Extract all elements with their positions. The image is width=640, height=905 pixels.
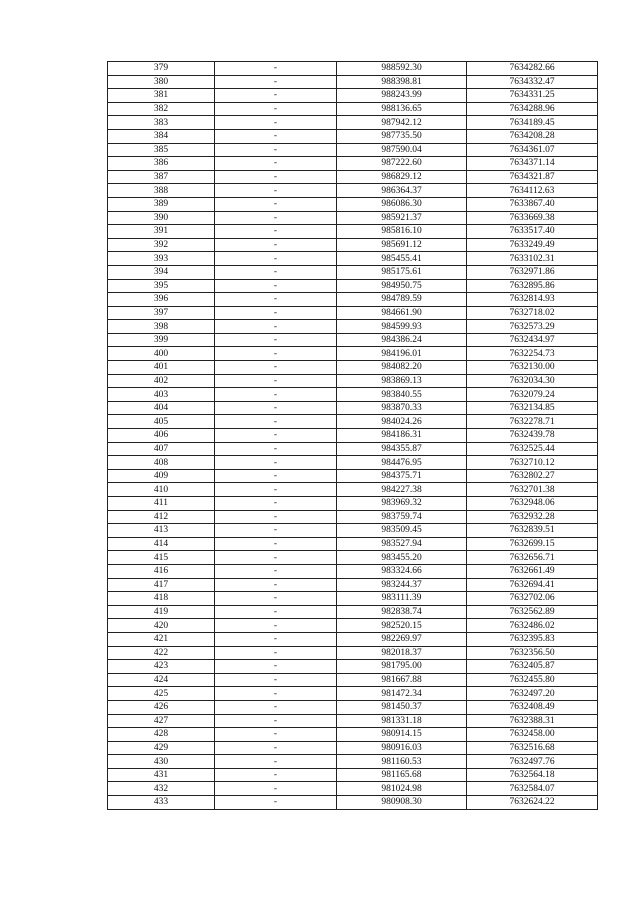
point-number-cell: 393 xyxy=(108,252,215,266)
table-row xyxy=(108,347,598,361)
table-row xyxy=(108,673,598,687)
table-row xyxy=(108,578,598,592)
x-coordinate-cell: 986086.30 xyxy=(337,197,467,211)
table-row xyxy=(108,129,598,143)
separator-cell: - xyxy=(215,361,337,375)
table-row xyxy=(108,184,598,198)
table-row xyxy=(108,551,598,565)
point-number-cell: 392 xyxy=(108,238,215,252)
y-coordinate-cell: 7632079.24 xyxy=(467,388,598,402)
x-coordinate-cell: 980914.15 xyxy=(337,728,467,742)
separator-cell: - xyxy=(215,102,337,116)
point-number-cell: 412 xyxy=(108,510,215,524)
point-number-cell: 413 xyxy=(108,524,215,538)
point-number-cell: 404 xyxy=(108,401,215,415)
y-coordinate-cell: 7632839.51 xyxy=(467,524,598,538)
point-number-cell: 406 xyxy=(108,429,215,443)
y-coordinate-cell: 7634288.96 xyxy=(467,102,598,116)
x-coordinate-cell: 984599.93 xyxy=(337,320,467,334)
point-number-cell: 405 xyxy=(108,415,215,429)
table-row xyxy=(108,388,598,402)
separator-cell: - xyxy=(215,442,337,456)
y-coordinate-cell: 7632486.02 xyxy=(467,619,598,633)
y-coordinate-cell: 7634321.87 xyxy=(467,170,598,184)
table-row xyxy=(108,714,598,728)
x-coordinate-cell: 981667.88 xyxy=(337,673,467,687)
table-row xyxy=(108,333,598,347)
y-coordinate-cell: 7632455.80 xyxy=(467,673,598,687)
point-number-cell: 384 xyxy=(108,129,215,143)
x-coordinate-cell: 985175.61 xyxy=(337,265,467,279)
y-coordinate-cell: 7632932.28 xyxy=(467,510,598,524)
table-row xyxy=(108,157,598,171)
point-number-cell: 383 xyxy=(108,116,215,130)
point-number-cell: 426 xyxy=(108,700,215,714)
table-row xyxy=(108,483,598,497)
x-coordinate-cell: 983509.45 xyxy=(337,524,467,538)
y-coordinate-cell: 7632516.68 xyxy=(467,741,598,755)
table-row xyxy=(108,265,598,279)
table-row xyxy=(108,143,598,157)
point-number-cell: 431 xyxy=(108,768,215,782)
table-row xyxy=(108,197,598,211)
table-row xyxy=(108,279,598,293)
table-row xyxy=(108,75,598,89)
separator-cell: - xyxy=(215,632,337,646)
x-coordinate-cell: 983870.33 xyxy=(337,401,467,415)
table-row xyxy=(108,646,598,660)
separator-cell: - xyxy=(215,537,337,551)
point-number-cell: 386 xyxy=(108,157,215,171)
table-row xyxy=(108,469,598,483)
point-number-cell: 388 xyxy=(108,184,215,198)
separator-cell: - xyxy=(215,673,337,687)
x-coordinate-cell: 988136.65 xyxy=(337,102,467,116)
point-number-cell: 417 xyxy=(108,578,215,592)
separator-cell: - xyxy=(215,429,337,443)
x-coordinate-cell: 983324.66 xyxy=(337,564,467,578)
point-number-cell: 418 xyxy=(108,592,215,606)
point-number-cell: 380 xyxy=(108,75,215,89)
table-row xyxy=(108,415,598,429)
separator-cell: - xyxy=(215,293,337,307)
table-row xyxy=(108,225,598,239)
separator-cell: - xyxy=(215,265,337,279)
x-coordinate-cell: 987735.50 xyxy=(337,129,467,143)
y-coordinate-cell: 7634282.66 xyxy=(467,62,598,76)
x-coordinate-cell: 985455.41 xyxy=(337,252,467,266)
table-row xyxy=(108,320,598,334)
table-row xyxy=(108,361,598,375)
table-row xyxy=(108,306,598,320)
y-coordinate-cell: 7632584.07 xyxy=(467,782,598,796)
point-number-cell: 420 xyxy=(108,619,215,633)
separator-cell: - xyxy=(215,89,337,103)
point-number-cell: 421 xyxy=(108,632,215,646)
separator-cell: - xyxy=(215,333,337,347)
table-row xyxy=(108,510,598,524)
separator-cell: - xyxy=(215,755,337,769)
x-coordinate-cell: 981160.53 xyxy=(337,755,467,769)
separator-cell: - xyxy=(215,510,337,524)
x-coordinate-cell: 987590.04 xyxy=(337,143,467,157)
y-coordinate-cell: 7632439.78 xyxy=(467,429,598,443)
x-coordinate-cell: 982269.97 xyxy=(337,632,467,646)
x-coordinate-cell: 984186.31 xyxy=(337,429,467,443)
separator-cell: - xyxy=(215,252,337,266)
point-number-cell: 419 xyxy=(108,605,215,619)
table-row xyxy=(108,660,598,674)
point-number-cell: 387 xyxy=(108,170,215,184)
table-row xyxy=(108,238,598,252)
y-coordinate-cell: 7632573.29 xyxy=(467,320,598,334)
y-coordinate-cell: 7632388.31 xyxy=(467,714,598,728)
y-coordinate-cell: 7633517.40 xyxy=(467,225,598,239)
table-row xyxy=(108,211,598,225)
point-number-cell: 397 xyxy=(108,306,215,320)
separator-cell: - xyxy=(215,211,337,225)
point-number-cell: 429 xyxy=(108,741,215,755)
point-number-cell: 415 xyxy=(108,551,215,565)
x-coordinate-cell: 983759.74 xyxy=(337,510,467,524)
x-coordinate-cell: 984082.20 xyxy=(337,361,467,375)
y-coordinate-cell: 7632699.15 xyxy=(467,537,598,551)
point-number-cell: 394 xyxy=(108,265,215,279)
x-coordinate-cell: 984386.24 xyxy=(337,333,467,347)
y-coordinate-cell: 7632895.86 xyxy=(467,279,598,293)
point-number-cell: 416 xyxy=(108,564,215,578)
table-row xyxy=(108,741,598,755)
x-coordinate-cell: 988592.30 xyxy=(337,62,467,76)
y-coordinate-cell: 7634208.28 xyxy=(467,129,598,143)
y-coordinate-cell: 7634332.47 xyxy=(467,75,598,89)
table-row xyxy=(108,401,598,415)
table-row xyxy=(108,62,598,76)
separator-cell: - xyxy=(215,728,337,742)
table-row xyxy=(108,700,598,714)
table-row xyxy=(108,497,598,511)
separator-cell: - xyxy=(215,347,337,361)
y-coordinate-cell: 7632130.00 xyxy=(467,361,598,375)
point-number-cell: 400 xyxy=(108,347,215,361)
x-coordinate-cell: 986364.37 xyxy=(337,184,467,198)
x-coordinate-cell: 983840.55 xyxy=(337,388,467,402)
y-coordinate-cell: 7632661.49 xyxy=(467,564,598,578)
table-row xyxy=(108,768,598,782)
point-number-cell: 409 xyxy=(108,469,215,483)
separator-cell: - xyxy=(215,184,337,198)
x-coordinate-cell: 981795.00 xyxy=(337,660,467,674)
y-coordinate-cell: 7632948.06 xyxy=(467,497,598,511)
point-number-cell: 402 xyxy=(108,374,215,388)
point-number-cell: 422 xyxy=(108,646,215,660)
y-coordinate-cell: 7634189.45 xyxy=(467,116,598,130)
separator-cell: - xyxy=(215,279,337,293)
y-coordinate-cell: 7632971.86 xyxy=(467,265,598,279)
separator-cell: - xyxy=(215,456,337,470)
table-row xyxy=(108,456,598,470)
table-row xyxy=(108,605,598,619)
table-row xyxy=(108,442,598,456)
point-number-cell: 430 xyxy=(108,755,215,769)
coordinates-table xyxy=(107,61,598,810)
x-coordinate-cell: 981165.68 xyxy=(337,768,467,782)
point-number-cell: 391 xyxy=(108,225,215,239)
x-coordinate-cell: 984227.38 xyxy=(337,483,467,497)
separator-cell: - xyxy=(215,75,337,89)
x-coordinate-cell: 981450.37 xyxy=(337,700,467,714)
x-coordinate-cell: 985691.12 xyxy=(337,238,467,252)
x-coordinate-cell: 983455.20 xyxy=(337,551,467,565)
y-coordinate-cell: 7634112.63 xyxy=(467,184,598,198)
x-coordinate-cell: 984789.59 xyxy=(337,293,467,307)
y-coordinate-cell: 7632134.85 xyxy=(467,401,598,415)
coordinates-table-body xyxy=(108,62,598,810)
point-number-cell: 411 xyxy=(108,497,215,511)
y-coordinate-cell: 7632405.87 xyxy=(467,660,598,674)
separator-cell: - xyxy=(215,306,337,320)
table-row xyxy=(108,564,598,578)
y-coordinate-cell: 7633669.38 xyxy=(467,211,598,225)
separator-cell: - xyxy=(215,741,337,755)
table-row xyxy=(108,728,598,742)
separator-cell: - xyxy=(215,592,337,606)
separator-cell: - xyxy=(215,483,337,497)
x-coordinate-cell: 988398.81 xyxy=(337,75,467,89)
x-coordinate-cell: 981331.18 xyxy=(337,714,467,728)
point-number-cell: 385 xyxy=(108,143,215,157)
point-number-cell: 425 xyxy=(108,687,215,701)
y-coordinate-cell: 7632434.97 xyxy=(467,333,598,347)
y-coordinate-cell: 7632702.06 xyxy=(467,592,598,606)
separator-cell: - xyxy=(215,551,337,565)
separator-cell: - xyxy=(215,782,337,796)
y-coordinate-cell: 7632497.76 xyxy=(467,755,598,769)
separator-cell: - xyxy=(215,143,337,157)
x-coordinate-cell: 981472.34 xyxy=(337,687,467,701)
separator-cell: - xyxy=(215,197,337,211)
y-coordinate-cell: 7632525.44 xyxy=(467,442,598,456)
point-number-cell: 389 xyxy=(108,197,215,211)
separator-cell: - xyxy=(215,129,337,143)
table-row xyxy=(108,252,598,266)
separator-cell: - xyxy=(215,415,337,429)
point-number-cell: 395 xyxy=(108,279,215,293)
x-coordinate-cell: 980916.03 xyxy=(337,741,467,755)
table-row xyxy=(108,755,598,769)
y-coordinate-cell: 7633867.40 xyxy=(467,197,598,211)
y-coordinate-cell: 7632802.27 xyxy=(467,469,598,483)
x-coordinate-cell: 980908.30 xyxy=(337,796,467,810)
x-coordinate-cell: 984375.71 xyxy=(337,469,467,483)
x-coordinate-cell: 984024.26 xyxy=(337,415,467,429)
point-number-cell: 427 xyxy=(108,714,215,728)
point-number-cell: 403 xyxy=(108,388,215,402)
x-coordinate-cell: 984196.01 xyxy=(337,347,467,361)
separator-cell: - xyxy=(215,578,337,592)
point-number-cell: 398 xyxy=(108,320,215,334)
x-coordinate-cell: 987222.60 xyxy=(337,157,467,171)
separator-cell: - xyxy=(215,700,337,714)
y-coordinate-cell: 7632694.41 xyxy=(467,578,598,592)
x-coordinate-cell: 983869.13 xyxy=(337,374,467,388)
y-coordinate-cell: 7632562.89 xyxy=(467,605,598,619)
separator-cell: - xyxy=(215,687,337,701)
separator-cell: - xyxy=(215,796,337,810)
x-coordinate-cell: 982018.37 xyxy=(337,646,467,660)
separator-cell: - xyxy=(215,619,337,633)
y-coordinate-cell: 7634361.07 xyxy=(467,143,598,157)
x-coordinate-cell: 984476.95 xyxy=(337,456,467,470)
x-coordinate-cell: 983111.39 xyxy=(337,592,467,606)
y-coordinate-cell: 7634371.14 xyxy=(467,157,598,171)
x-coordinate-cell: 983244.37 xyxy=(337,578,467,592)
y-coordinate-cell: 7632408.49 xyxy=(467,700,598,714)
x-coordinate-cell: 986829.12 xyxy=(337,170,467,184)
table-row xyxy=(108,374,598,388)
table-row xyxy=(108,116,598,130)
point-number-cell: 424 xyxy=(108,673,215,687)
point-number-cell: 407 xyxy=(108,442,215,456)
x-coordinate-cell: 982520.15 xyxy=(337,619,467,633)
x-coordinate-cell: 982838.74 xyxy=(337,605,467,619)
separator-cell: - xyxy=(215,714,337,728)
separator-cell: - xyxy=(215,564,337,578)
separator-cell: - xyxy=(215,157,337,171)
table-row xyxy=(108,632,598,646)
x-coordinate-cell: 985921.37 xyxy=(337,211,467,225)
table-row xyxy=(108,592,598,606)
point-number-cell: 414 xyxy=(108,537,215,551)
y-coordinate-cell: 7632656.71 xyxy=(467,551,598,565)
table-row xyxy=(108,102,598,116)
point-number-cell: 408 xyxy=(108,456,215,470)
table-row xyxy=(108,687,598,701)
y-coordinate-cell: 7632718.02 xyxy=(467,306,598,320)
separator-cell: - xyxy=(215,401,337,415)
separator-cell: - xyxy=(215,605,337,619)
separator-cell: - xyxy=(215,238,337,252)
point-number-cell: 423 xyxy=(108,660,215,674)
x-coordinate-cell: 985816.10 xyxy=(337,225,467,239)
point-number-cell: 432 xyxy=(108,782,215,796)
point-number-cell: 390 xyxy=(108,211,215,225)
point-number-cell: 410 xyxy=(108,483,215,497)
x-coordinate-cell: 984355.87 xyxy=(337,442,467,456)
y-coordinate-cell: 7632278.71 xyxy=(467,415,598,429)
table-row xyxy=(108,89,598,103)
table-row xyxy=(108,796,598,810)
y-coordinate-cell: 7632564.18 xyxy=(467,768,598,782)
y-coordinate-cell: 7632458.00 xyxy=(467,728,598,742)
point-number-cell: 396 xyxy=(108,293,215,307)
x-coordinate-cell: 987942.12 xyxy=(337,116,467,130)
x-coordinate-cell: 983969.32 xyxy=(337,497,467,511)
y-coordinate-cell: 7632624.22 xyxy=(467,796,598,810)
table-row xyxy=(108,170,598,184)
table-row xyxy=(108,782,598,796)
separator-cell: - xyxy=(215,62,337,76)
table-row xyxy=(108,537,598,551)
y-coordinate-cell: 7632034.30 xyxy=(467,374,598,388)
y-coordinate-cell: 7633102.31 xyxy=(467,252,598,266)
x-coordinate-cell: 984661.90 xyxy=(337,306,467,320)
y-coordinate-cell: 7632254.73 xyxy=(467,347,598,361)
point-number-cell: 382 xyxy=(108,102,215,116)
x-coordinate-cell: 981024.98 xyxy=(337,782,467,796)
y-coordinate-cell: 7632814.93 xyxy=(467,293,598,307)
separator-cell: - xyxy=(215,497,337,511)
separator-cell: - xyxy=(215,225,337,239)
point-number-cell: 399 xyxy=(108,333,215,347)
point-number-cell: 381 xyxy=(108,89,215,103)
y-coordinate-cell: 7632395.83 xyxy=(467,632,598,646)
table-row xyxy=(108,619,598,633)
table-row xyxy=(108,524,598,538)
point-number-cell: 401 xyxy=(108,361,215,375)
separator-cell: - xyxy=(215,646,337,660)
y-coordinate-cell: 7632701.38 xyxy=(467,483,598,497)
separator-cell: - xyxy=(215,116,337,130)
y-coordinate-cell: 7632710.12 xyxy=(467,456,598,470)
x-coordinate-cell: 983527.94 xyxy=(337,537,467,551)
separator-cell: - xyxy=(215,388,337,402)
point-number-cell: 433 xyxy=(108,796,215,810)
table-row xyxy=(108,429,598,443)
x-coordinate-cell: 984950.75 xyxy=(337,279,467,293)
separator-cell: - xyxy=(215,170,337,184)
separator-cell: - xyxy=(215,660,337,674)
separator-cell: - xyxy=(215,320,337,334)
y-coordinate-cell: 7634331.25 xyxy=(467,89,598,103)
separator-cell: - xyxy=(215,374,337,388)
table-row xyxy=(108,293,598,307)
separator-cell: - xyxy=(215,524,337,538)
point-number-cell: 428 xyxy=(108,728,215,742)
separator-cell: - xyxy=(215,469,337,483)
y-coordinate-cell: 7632497.20 xyxy=(467,687,598,701)
y-coordinate-cell: 7632356.50 xyxy=(467,646,598,660)
point-number-cell: 379 xyxy=(108,62,215,76)
x-coordinate-cell: 988243.99 xyxy=(337,89,467,103)
y-coordinate-cell: 7633249.49 xyxy=(467,238,598,252)
separator-cell: - xyxy=(215,768,337,782)
